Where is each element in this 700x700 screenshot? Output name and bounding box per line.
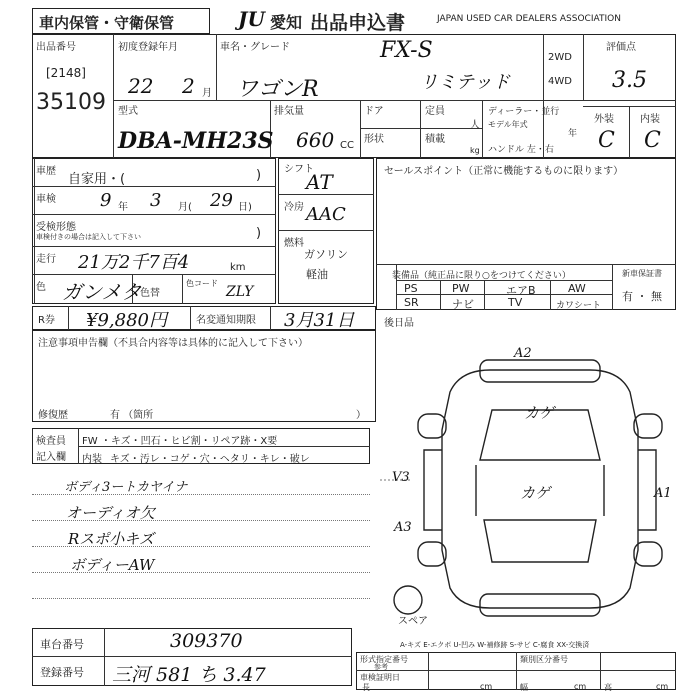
category-label: 類別区分番号: [520, 655, 568, 664]
model-value: DBA-MH23S: [118, 128, 274, 154]
shift-label: シフト: [284, 164, 314, 175]
recv-paren: ): [256, 226, 262, 241]
displacement-label: 排気量: [274, 106, 304, 117]
color-change-label: 色替: [140, 288, 160, 299]
height-label: 高: [604, 683, 612, 692]
recycle-label: R券: [38, 315, 55, 326]
model-label: 型式: [118, 106, 138, 117]
damage-mark-v3: V3: [392, 470, 410, 485]
mileage-value: 21万2千7百4: [78, 252, 190, 273]
insp-day: 29: [210, 190, 233, 211]
exterior-grade: C: [598, 128, 615, 153]
interior-label: 内装: [640, 114, 660, 125]
equip-airbag: エアB: [506, 284, 536, 297]
fuel-label: 燃料: [284, 238, 304, 249]
km-unit: km: [230, 262, 246, 273]
insp-year-unit: 年: [118, 202, 128, 213]
first-reg-month-unit: 月: [202, 88, 212, 99]
spare-label: スペア: [398, 616, 428, 627]
load-label: 積載: [425, 134, 445, 145]
displacement-value: 660: [296, 128, 335, 152]
shape-label: 形状: [364, 134, 384, 145]
inspector-note-2: オーディオ欠: [66, 504, 155, 522]
interior-grade: C: [644, 128, 661, 153]
reg-value: 三河 581 ち 3.47: [112, 664, 266, 686]
eval-label: 評価点: [606, 42, 636, 53]
repair-value: 有 （箇所: [110, 410, 154, 421]
chassis-value: 309370: [170, 630, 243, 652]
equip-aw: AW: [568, 282, 586, 295]
equip-sr: SR: [404, 296, 419, 309]
drive-4wd: 4WD: [548, 76, 572, 87]
damage-mark-door: カゲ: [520, 484, 551, 502]
type-approval-label: 形式指定番号: [360, 655, 408, 664]
later-label: 後日品: [384, 318, 414, 329]
car-name: ワゴンR: [236, 77, 319, 102]
fuel-diesel: 軽油: [306, 268, 328, 281]
listing-number: 35109: [36, 90, 106, 115]
int-marks: キズ・汚レ・コゲ・穴・ヘタリ・キレ・破レ: [110, 454, 310, 465]
storage-label-box: [32, 8, 210, 34]
damage-mark-a3: A3: [394, 520, 412, 535]
recycle-value: ¥9,880円: [86, 310, 167, 331]
entry-label: 記入欄: [36, 452, 66, 463]
reg-date-label: 車検証明日: [360, 673, 400, 682]
ac-value: AAC: [306, 204, 346, 225]
width-unit: cm: [574, 682, 587, 691]
mileage-label: 走行: [36, 254, 56, 265]
exterior-label: 外装: [594, 114, 614, 125]
inspector-label: 検査員: [36, 436, 66, 447]
first-reg-year: 22: [128, 74, 154, 98]
form-title: 出品申込書: [310, 12, 406, 34]
damage-mark-roof: カゲ: [524, 404, 555, 422]
first-reg-month: 2: [182, 74, 195, 98]
year-unit: 年: [568, 129, 578, 139]
inspector-note-1: ボディ3ートカヤイナ: [64, 480, 188, 495]
inspector-note-4: ボディーAW: [70, 556, 155, 574]
grade-sub: リミテッド: [420, 72, 510, 93]
equip-navi: ナビ: [452, 298, 474, 311]
damage-legend: A-キズ E-エクボ U-凹み W-補修跡 S-サビ C-腐食 XX-交換済: [400, 641, 590, 649]
equip-seat: カワシート: [556, 301, 602, 311]
history-close: ): [256, 168, 262, 183]
listing-number-label: 出品番号: [36, 42, 76, 53]
equip-ps: PS: [404, 282, 418, 295]
length-label: 長: [362, 683, 370, 692]
caution-label: 注意事項申告欄（不具合内容等は具体的に記入して下さい）: [38, 338, 308, 349]
insp-year: 9: [100, 190, 112, 211]
name-grade-label: 車名・グレード: [220, 42, 290, 53]
reg-label: 登録番号: [40, 666, 84, 679]
repair-close: ）: [356, 410, 366, 421]
width-label: 幅: [520, 683, 528, 692]
equip-pw: PW: [452, 282, 470, 295]
recv-note: 車検付きの場合は記入して下さい: [36, 233, 141, 241]
color-label: 色: [36, 282, 46, 293]
association-name: JAPAN USED CAR DEALERS ASSOCIATION: [437, 14, 621, 24]
handle-label: ハンドル 左・右: [488, 145, 554, 155]
chassis-label: 車台番号: [40, 638, 84, 651]
warranty-options: 有 ・ 無: [622, 290, 662, 303]
grade: FX-S: [380, 38, 433, 63]
transfer-label: 名変通知期限: [196, 315, 256, 326]
fuel-gasoline: ガソリン: [304, 248, 348, 261]
bracket-number: [2148]: [46, 66, 86, 80]
ac-label: 冷房: [284, 202, 304, 213]
color-code: ZLY: [226, 284, 254, 300]
history-value: 自家用・(: [68, 172, 126, 187]
color-value: ガンメタ: [62, 280, 142, 304]
cc-unit: CC: [340, 140, 354, 151]
history-label: 車歴: [36, 166, 56, 177]
storage-label: 車内保管・守衛保管: [39, 14, 175, 32]
inspection-label: 車検: [36, 194, 56, 205]
first-reg-label: 初度登録年月: [118, 42, 178, 53]
repair-label: 修復歴: [38, 410, 68, 421]
equip-tv: TV: [508, 296, 523, 309]
door-label: ドア: [364, 106, 384, 117]
insp-month-unit: 月(: [178, 202, 192, 213]
length-unit: cm: [480, 682, 493, 691]
equipment-label: 装備品（純正品に限り○をつけてください）: [392, 271, 571, 281]
ref-label: 参考: [374, 663, 388, 671]
height-unit: cm: [656, 682, 669, 691]
insp-day-unit: 日): [238, 202, 252, 213]
kg-unit: kg: [470, 146, 480, 155]
recv-label: 受検形態: [36, 222, 76, 233]
insp-month: 3: [150, 190, 162, 211]
ext-marks: FW ・キズ・凹石・ヒビ割・リペア跡・X要: [82, 436, 278, 447]
sales-points-label: セールスポイント（正常に機能するものに限ります）: [384, 166, 624, 177]
dealer-label: ディーラー・並行: [488, 107, 560, 117]
transfer-value: 3月31日: [284, 310, 355, 331]
color-code-label: 色コード: [186, 279, 218, 288]
new-warranty-label: 新車保証書: [622, 269, 662, 278]
eval-score: 3.5: [612, 68, 647, 93]
org-name: 愛知: [270, 13, 303, 32]
person-unit: 人: [470, 120, 480, 131]
damage-mark-a2: A2: [514, 346, 532, 361]
damage-mark-a1: A1: [654, 486, 672, 501]
model-year-label: モデル年式: [488, 120, 528, 129]
ju-logo-text: JU: [238, 7, 265, 31]
inspector-note-3: Rスポ小キズ: [68, 530, 154, 548]
int-label: 内装: [82, 454, 102, 465]
capacity-label: 定員: [425, 106, 445, 117]
shift-value: AT: [306, 170, 333, 194]
car-diagram: [380, 330, 676, 630]
drive-2wd: 2WD: [548, 52, 572, 63]
